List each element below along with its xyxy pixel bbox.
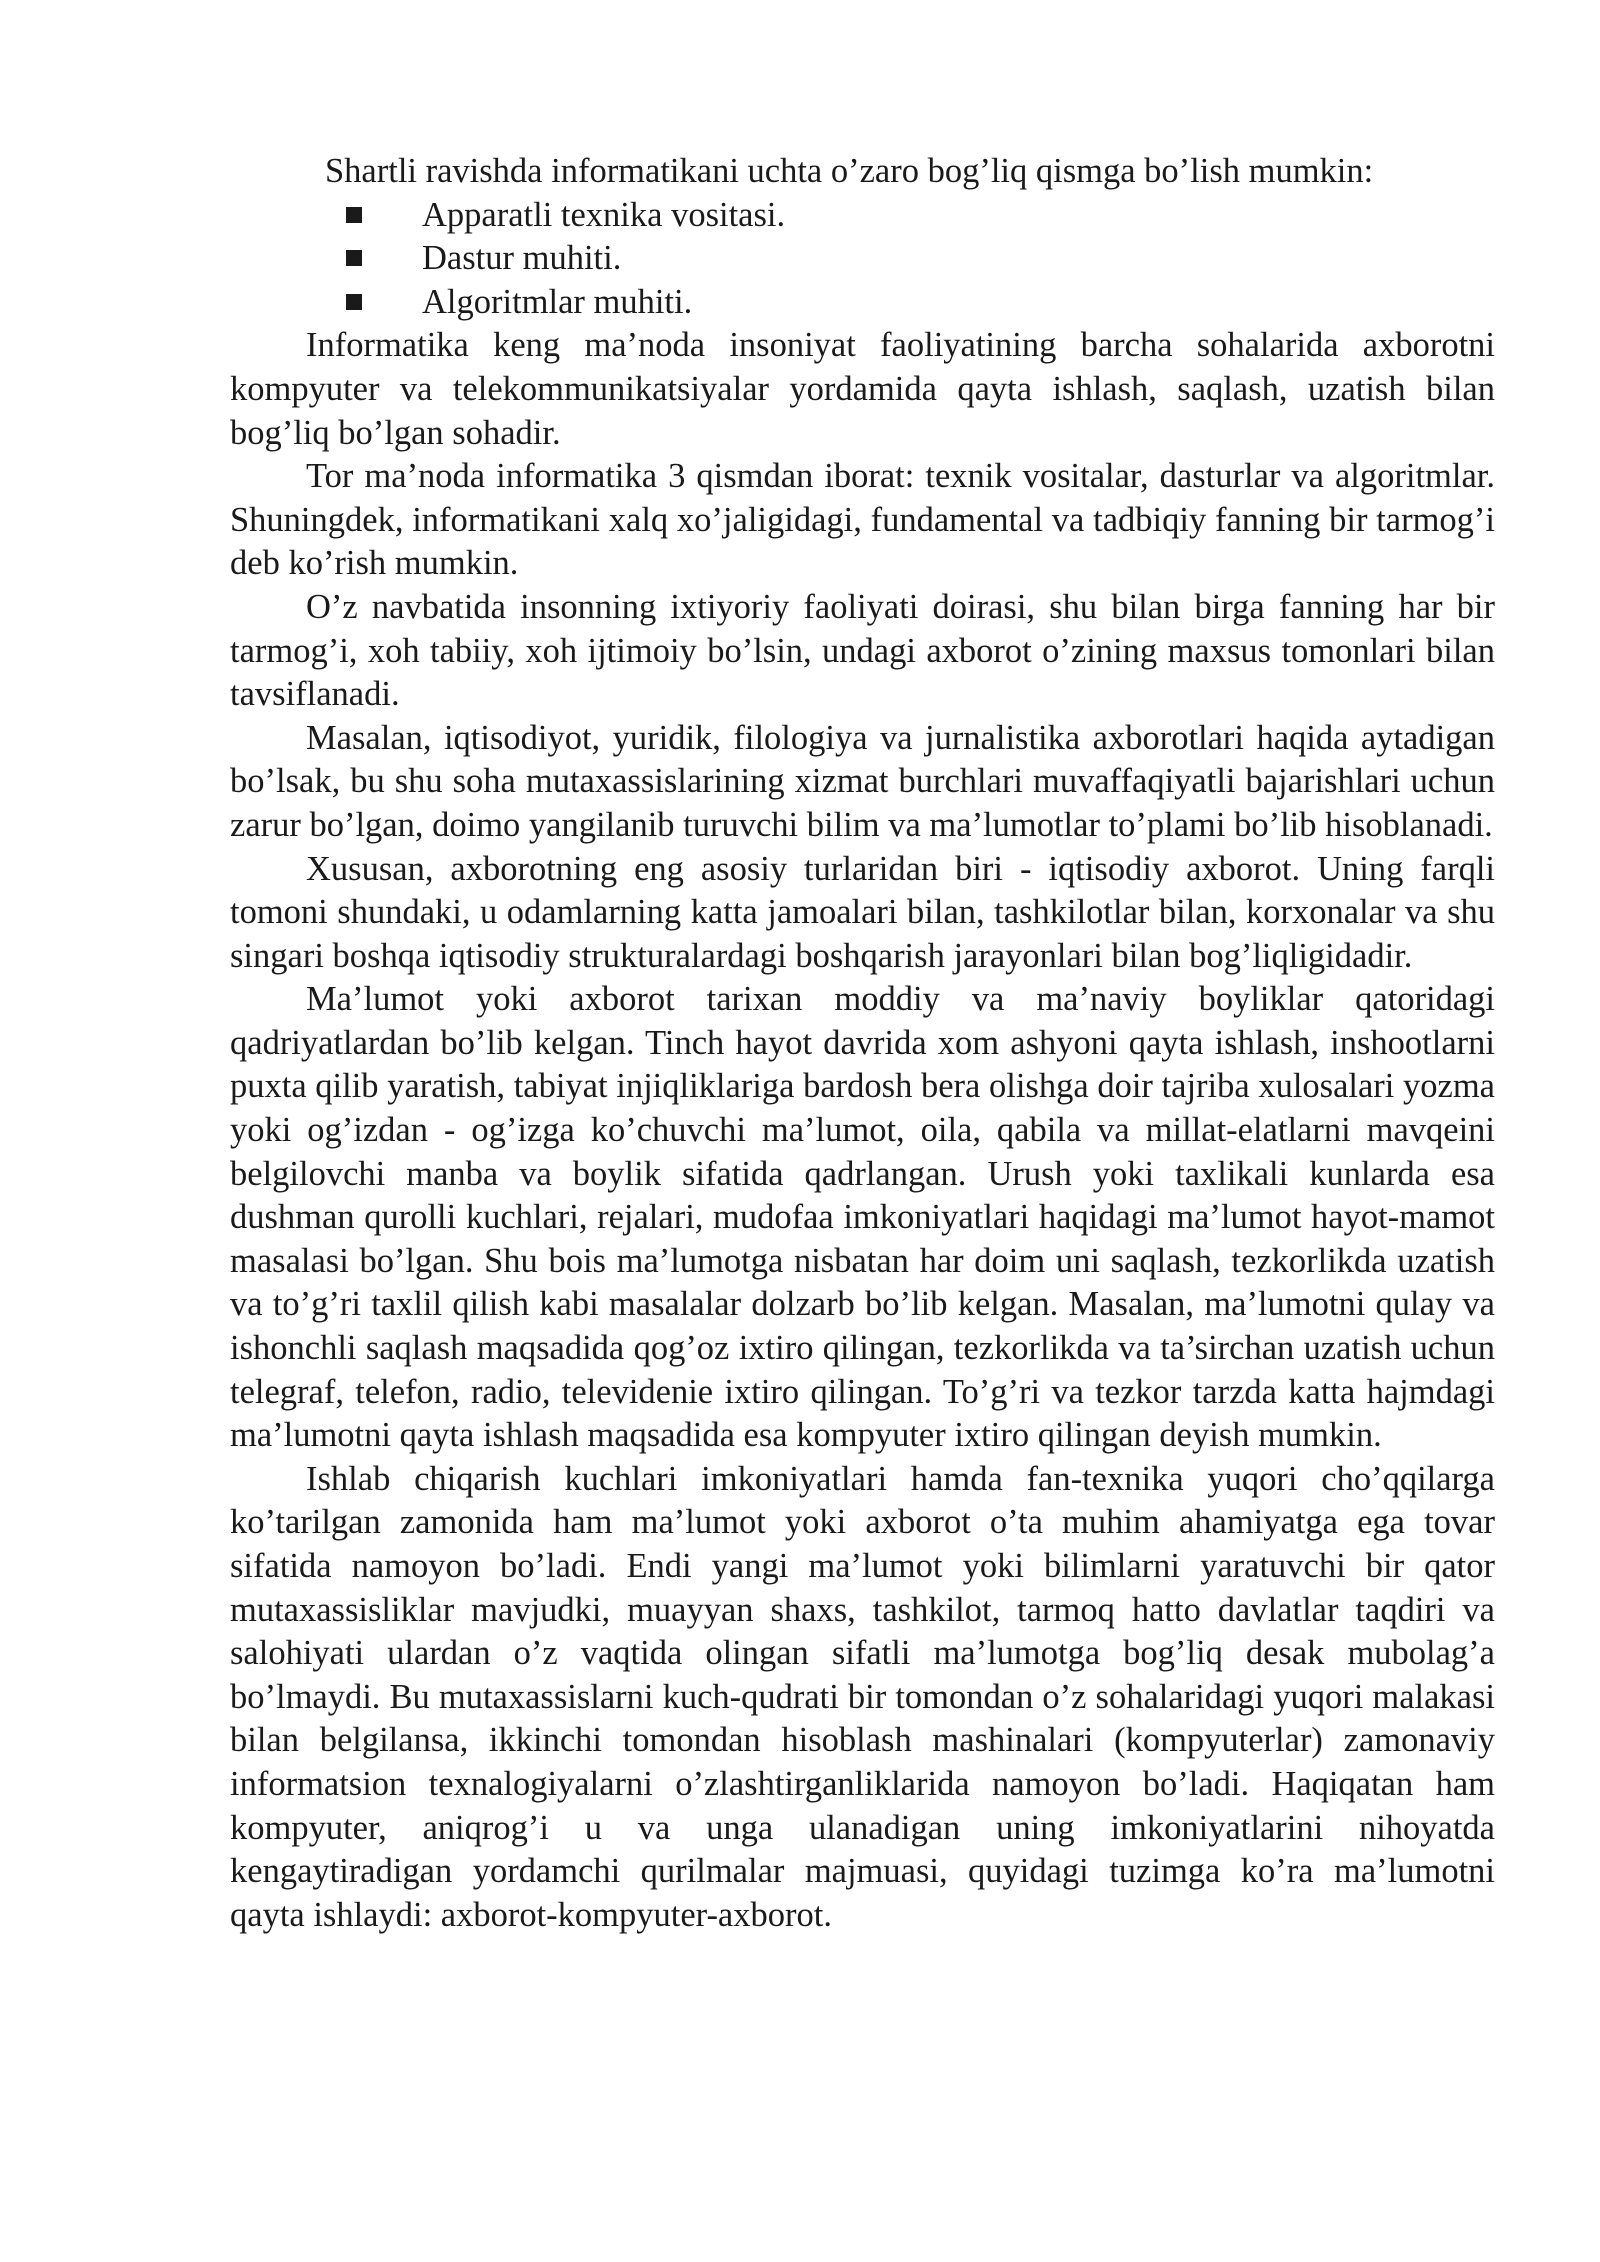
paragraph: Tor ma’noda informatika 3 qismdan iborat: texnik vositalar, dasturlar va algoritmlar. Shuningdek, informatikani xalq xo’jaligidagi, fundamental va tadbiqiy fanning bir tarmog’i deb ko’rish mumkin.: [230, 457, 1495, 583]
bullet-text: Algoritmlar muhiti.: [422, 282, 693, 321]
square-bullet-icon: [346, 207, 362, 223]
paragraph: Ma’lumot yoki axborot tarixan moddiy va ma’naviy boyliklar qatoridagi qadriyatlardan bo’lib kelgan. Tinch hayot davrida xom ashyoni qayta ishlash, inshootlarni puxta qilib yaratish, tabiyat injiqliklariga bardosh bera olishga doir tajriba xulosalari yozma yoki og’izdan - og’izga ko’chuvchi ma’lumot, oila, qabila va millat-elatlarni mavqeini belgilovchi manba va boylik sifatida qadrlangan. Urush yoki taxlikali kunlarda esa dushman qurolli kuchlari, rejalari, mudofaa imkoniyatlari haqidagi ma’lumot hayot-mamot masalasi bo’lgan. Shu bois ma’lumotga nisbatan har doim uni saqlash, tezkorlikda uzatish va to’g’ri taxlil qilish kabi masalalar dolzarb bo’lib kelgan. Masalan, ma’lumotni qulay va ishonchli saqlash maqsadida qog’oz ixtiro qilingan, tezkorlikda va ta’sirchan uzatish uchun telegraf, telefon, radio, televidenie ixtiro qilingan. To’g’ri va tezkor tarzda katta hajmdagi ma’lumotni qayta ishlash maqsadida esa kompyuter ixtiro qilingan deyish mumkin.: [230, 980, 1495, 1455]
bullet-text: Apparatli texnika vositasi.: [422, 195, 786, 234]
bullet-item: [230, 237, 1495, 281]
paragraph: Ishlab chiqarish kuchlari imkoniyatlari hamda fan-texnika yuqori cho’qqilarga ko’tarilgan zamonida ham ma’lumot yoki axborot o’ta muhim ahamiyatga ega tovar sifatida namoyon bo’ladi. Endi yangi ma’lumot yoki bilimlarni yaratuvchi bir qator mutaxassisliklar mavjudki, muayyan shaxs, tashkilot, tarmoq hatto davlatlar taqdiri va salohiyati ulardan o’z vaqtida olingan sifatli ma’lumotga bog’liq desak mubolag’a bo’lmaydi. Bu mutaxassislarni kuch-qudrati bir tomondan o’z sohalaridagi yuqori malakasi bilan belgilansa, ikkinchi tomondan hisoblash mashinalari (kompyuterlar) zamonaviy informatsion texnalogiyalarni o’zlashtirganliklarida namoyon bo’ladi. Haqiqatan ham kompyuter, aniqrog’i u va unga ulanadigan uning imkoniyatlarini nihoyatda kengaytiradigan yordamchi qurilmalar majmuasi, quyidagi tuzimga ko’ra ma’lumotni qayta ishlaydi: axborot-kompyuter-axborot.: [230, 1459, 1495, 1934]
bullet-item: [230, 194, 1495, 238]
bullet-item: [230, 281, 1495, 325]
square-bullet-icon: [346, 250, 362, 266]
intro-line: Shartli ravishda informatikani uchta o’zaro bog’liq qismga bo’lish mumkin:: [325, 152, 1374, 190]
document-body: [230, 150, 1495, 1937]
bullet-list: [230, 194, 1495, 325]
paragraph: Masalan, iqtisodiyot, yuridik, filologiya va jurnalistika axborotlari haqida aytadigan bo’lsak, bu shu soha mutaxassislarining xizmat burchlari muvaffaqiyatli bajarishlari uchun zarur bo’lgan, doimo yangilanib turuvchi bilim va ma’lumotlar to’plami bo’lib hisoblanadi.: [230, 718, 1495, 844]
paragraph: O’z navbatida insonning ixtiyoriy faoliyati doirasi, shu bilan birga fanning har bir tarmog’i, xoh tabiiy, xoh ijtimoiy bo’lsin, undagi axborot o’zining maxsus tomonlari bilan tavsiflanadi.: [230, 587, 1495, 714]
square-bullet-icon: [346, 294, 362, 310]
paragraph: Informatika keng ma’noda insoniyat faoliyatining barcha sohalarida axborotni kompyuter va telekommunikatsiyalar yordamida qayta ishlash, saqlash, uzatish bilan bog’liq bo’lgan sohadir.: [230, 326, 1495, 452]
paragraph: Xususan, axborotning eng asosiy turlaridan biri - iqtisodiy axborot. Uning farqli tomoni shundaki, u odamlarning katta jamoalari bilan, tashkilotlar bilan, korxonalar va shu singari boshqa iqtisodiy strukturalardagi boshqarish jarayonlari bilan bog’liqligidadir.: [230, 849, 1495, 975]
bullet-text: Dastur muhiti.: [422, 239, 622, 278]
